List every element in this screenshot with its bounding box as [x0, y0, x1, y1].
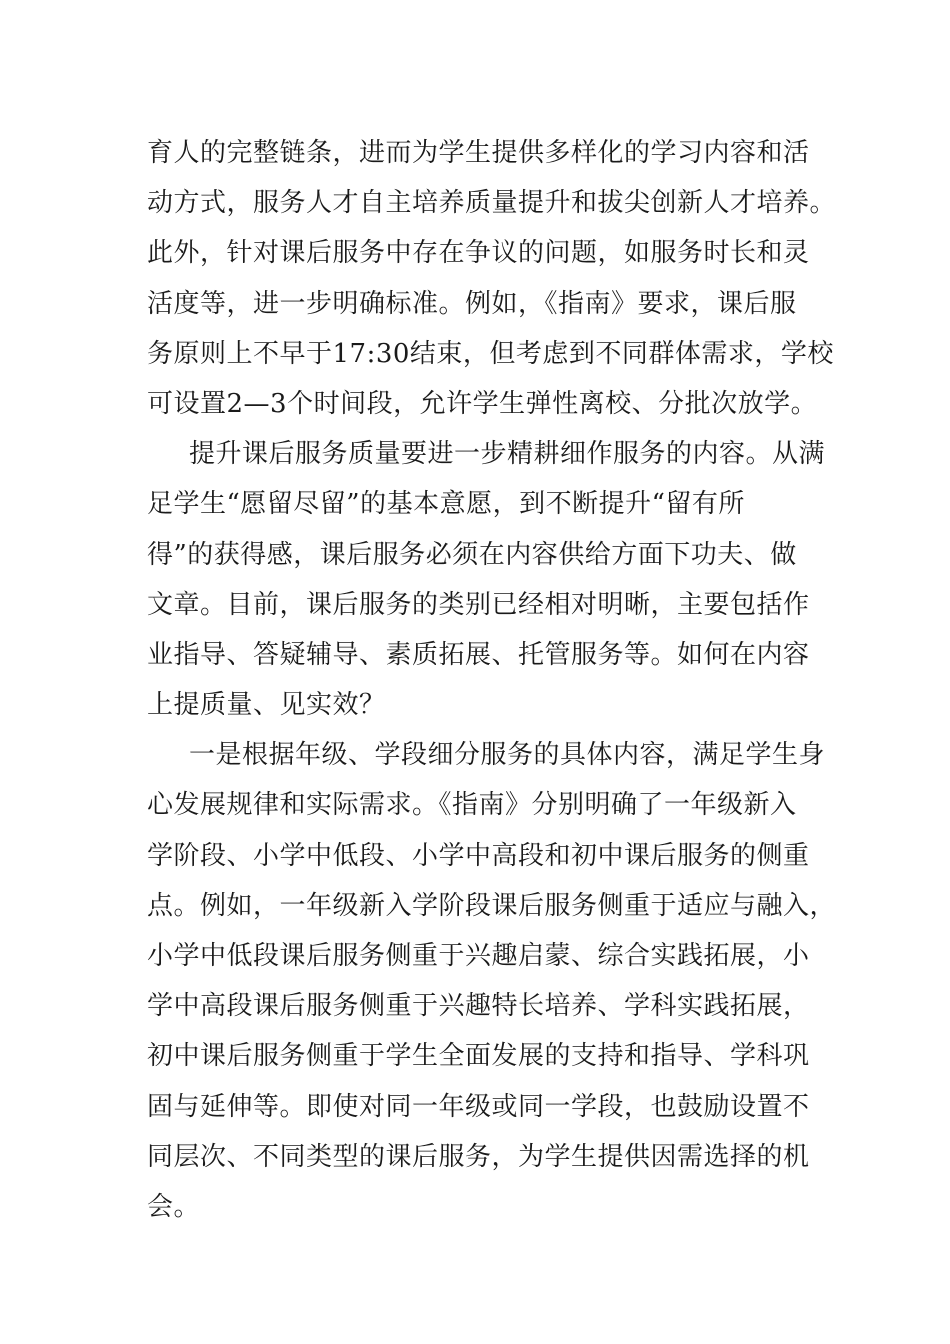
- text-line: 文章。目前，课后服务的类别已经相对明晰，主要包括作: [147, 589, 810, 620]
- text-line: 足学生“愿留尽留”的基本意愿，到不断提升“留有所: [147, 489, 745, 520]
- text-line: 育人的完整链条，进而为学生提供多样化的学习内容和活: [147, 138, 810, 168]
- text-line: 初中课后服务侧重于学生全面发展的支持和指导、学科巩: [147, 1041, 810, 1072]
- text-line: 学阶段、小学中低段、小学中高段和初中课后服务的侧重: [147, 840, 810, 871]
- text-line: 固与延伸等。即使对同一年级或同一学段，也鼓励设置不: [147, 1091, 810, 1122]
- text-line: 会。: [147, 1191, 201, 1222]
- text-line: 动方式，服务人才自主培养质量提升和拔尖创新人才培养。: [147, 188, 837, 219]
- article-body: [147, 128, 837, 1232]
- text-line: 活度等，进一步明确标准。例如，《指南》要求，课后服: [147, 288, 797, 319]
- text-line: 务原则上不早于17:30结束，但考虑到不同群体需求，学校: [147, 338, 834, 369]
- text-line: 上提质量、见实效？: [147, 690, 386, 721]
- text-line: 可设置2—3个时间段，允许学生弹性离校、分批次放学。: [147, 388, 818, 419]
- text-line: 此外，针对课后服务中存在争议的问题，如服务时长和灵: [147, 238, 810, 269]
- text-line: 同层次、不同类型的课后服务，为学生提供因需选择的机: [147, 1141, 810, 1172]
- paragraph-first-line: 一是根据年级、学段细分服务的具体内容，满足学生身: [189, 740, 826, 771]
- text-line: 心发展规律和实际需求。《指南》分别明确了一年级新入: [147, 790, 797, 821]
- text-line: 得”的获得感，课后服务必须在内容供给方面下功夫、做: [147, 539, 797, 570]
- text-line: 学中高段课后服务侧重于兴趣特长培养、学科实践拓展，: [147, 991, 810, 1022]
- text-line: 业指导、答疑辅导、素质拓展、托管服务等。如何在内容: [147, 639, 810, 670]
- text-line: 点。例如，一年级新入学阶段课后服务侧重于适应与融入，: [147, 890, 837, 921]
- text-line: 小学中低段课后服务侧重于兴趣启蒙、综合实践拓展，小: [147, 941, 810, 971]
- paragraph-first-line: 提升课后服务质量要进一步精耕细作服务的内容。从满: [189, 439, 826, 470]
